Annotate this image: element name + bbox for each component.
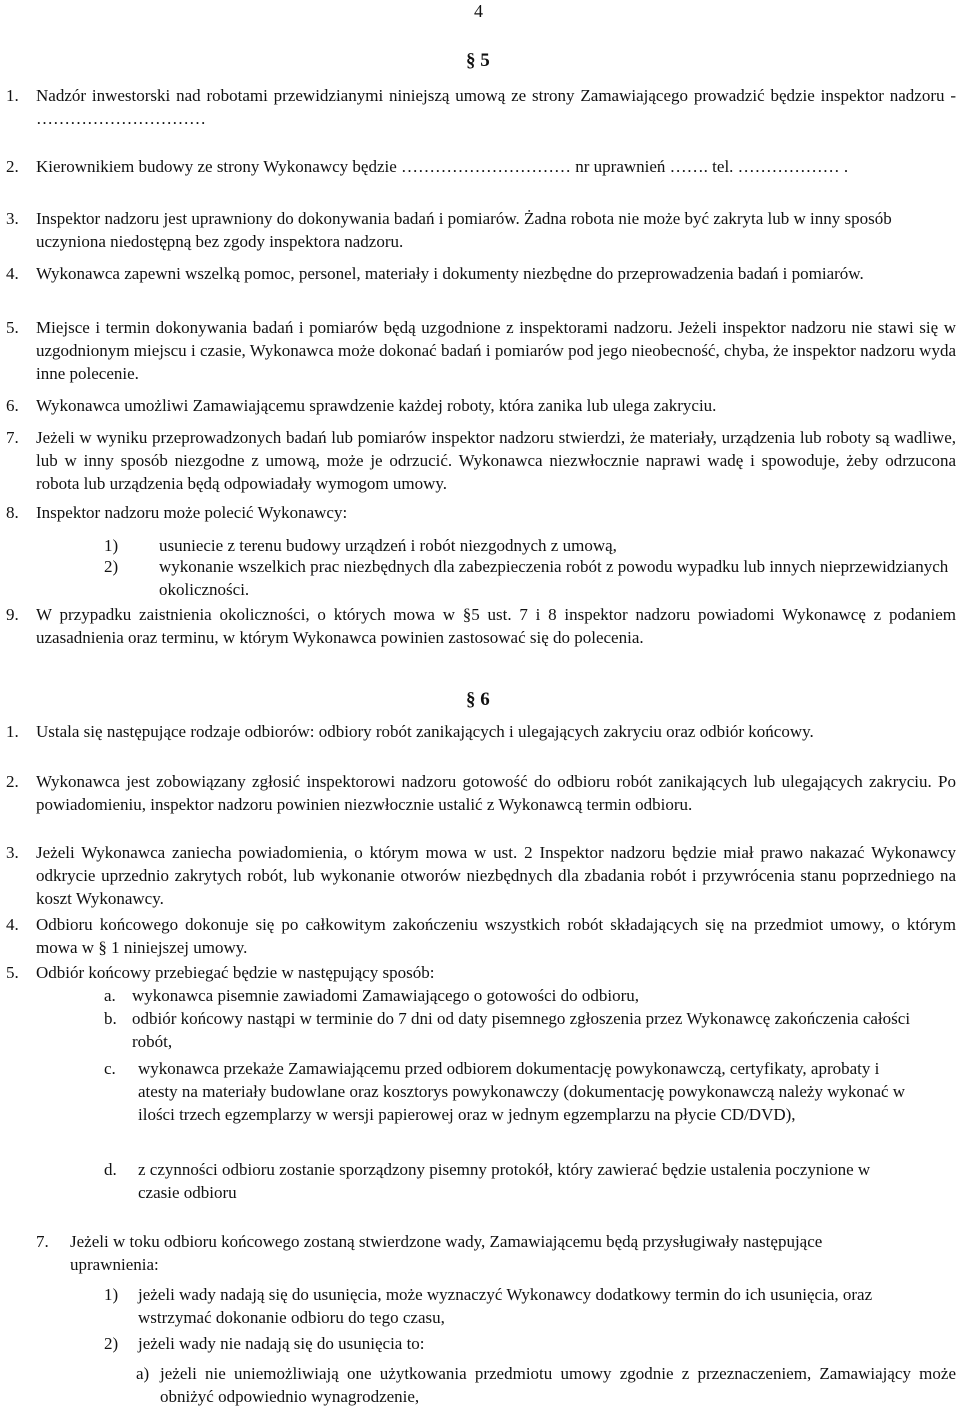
item-number: 8. <box>6 503 19 522</box>
list-item <box>6 316 956 385</box>
sub-list-item <box>104 984 924 1007</box>
item-number: 6. <box>6 396 19 415</box>
page-number: 4 <box>474 1 483 21</box>
list-item <box>6 155 956 178</box>
item-text: Odbiór końcowy przebiegać będzie w następujący sposób: <box>36 963 435 982</box>
item-text: Ustala się następujące rodzaje odbiorów: odbiory robót zanikających i ulegających zakryciu oraz odbiór końcowy. <box>36 722 814 741</box>
sub-item-text: wykonawca przekaże Zamawiającemu przed odbiorem dokumentację powykonawczą, certyfikaty, aprobaty i atesty na materiały budowlane oraz kosztorys powykonawczy (dokumentację powykonawczą należy wykonać w ilości trzech egzemplarzy w wersji papierowej oraz w jednym egzemplarzu na płycie CD/DVD), <box>138 1059 906 1124</box>
item-number: 3. <box>6 843 19 862</box>
list-item <box>6 207 956 253</box>
item-text: W przypadku zaistnienia okoliczności, o których mowa w §5 ust. 7 i 8 inspektor nadzoru powiadomi Wykonawcę z podaniem uzasadnienia oraz terminu, w którym Wykonawca powinien zastosować się do polecenia. <box>36 605 956 647</box>
list-item <box>6 84 956 130</box>
item-number: 5. <box>6 318 19 337</box>
list-item <box>6 720 956 743</box>
list-item <box>36 1230 886 1276</box>
sub-item-number: c. <box>104 1059 116 1078</box>
sub-item-text: wykonawca pisemnie zawiadomi Zamawiającego o gotowości do odbioru, <box>132 986 640 1005</box>
item-number: 2. <box>6 157 19 176</box>
item-number: 3. <box>6 209 19 228</box>
item-text: Wykonawca umożliwi Zamawiającemu sprawdzenie każdej roboty, która zanika lub ulega zakryciu. <box>36 396 717 415</box>
item-text: Jeżeli w toku odbioru końcowego zostaną stwierdzone wady, Zamawiającemu będą przysługiwały następujące uprawnienia: <box>70 1232 823 1274</box>
sub-item-number: d. <box>104 1160 117 1179</box>
item-number: 2. <box>6 772 19 791</box>
item-text: Wykonawca jest zobowiązany zgłosić inspektorowi nadzoru gotowość do odbioru robót zanikających lub ulegających zakryciu. Po powiadomieniu, inspektor nadzoru powinien niezwłocznie ustalić z Wykonawcą termin odbioru. <box>36 772 956 814</box>
item-text: Kierownikiem budowy ze strony Wykonawcy będzie ………………………… nr uprawnień ……. tel. ……………… . <box>36 157 849 176</box>
list-item <box>6 262 956 285</box>
sub-list-item <box>104 1158 924 1204</box>
sub-item-text: jeżeli wady nadają się do usunięcia, może wyznaczyć Wykonawcy dodatkowy termin do ich usunięcia, oraz wstrzymać dokonanie odbioru do tego czasu, <box>138 1285 873 1327</box>
sub-list-item <box>104 1332 924 1355</box>
item-number: 4. <box>6 915 19 934</box>
item-number: 5. <box>6 963 19 982</box>
item-text: Nadzór inwestorski nad robotami przewidzianymi niniejszą umową ze strony Zamawiającego prowadzić będzie inspektor nadzoru - ………………………… <box>36 86 956 128</box>
item-text: Inspektor nadzoru jest uprawniony do dokonywania badań i pomiarów. Żadna robota nie może być zakryta lub w inny sposób uczyniona niedostępną bez zgody inspektora nadzoru. <box>36 209 892 251</box>
sub-item-text: odbiór końcowy nastąpi w terminie do 7 dni od daty pisemnego zgłoszenia przez Wykonawcę zakończenia całości robót, <box>132 1009 911 1051</box>
list-item <box>6 426 956 495</box>
item-text: Wykonawca zapewni wszelką pomoc, personel, materiały i dokumenty niezbędne do przeprowadzenia badań i pomiarów. <box>36 264 864 283</box>
list-item <box>6 961 956 984</box>
sub-item-text: jeżeli nie uniemożliwiają one użytkowania przedmiotu umowy zgodnie z przeznaczeniem, Zamawiający może obniżyć odpowiednio wynagrodzenie, <box>160 1364 956 1406</box>
item-number: 7. <box>36 1232 49 1251</box>
sub-item-text: jeżeli wady nie nadają się do usunięcia to: <box>138 1334 425 1353</box>
sub-item-number: 1) <box>104 536 119 555</box>
sub-item-number: b. <box>104 1009 117 1028</box>
sub-list-item <box>104 1007 924 1053</box>
item-text: Miejsce i termin dokonywania badań i pomiarów będą uzgodnione z inspektorami nadzoru. Jeżeli inspektor nadzoru nie stawi się w uzgodnionym miejscu i czasie, Wykonawca może dokonać badań i pomiarów pod jego nieobecność, chyba, że inspektor nadzoru wyda inne polecenie. <box>36 318 956 383</box>
sub-item-text: wykonanie wszelkich prac niezbędnych dla zabezpieczenia robót z powodu wypadku lub innych nieprzewidzianych okoliczności. <box>159 557 949 599</box>
item-number: 9. <box>6 605 19 624</box>
list-item <box>6 394 956 417</box>
list-item <box>6 501 956 524</box>
sub-item-number: 2) <box>104 557 119 576</box>
sub-list-item <box>104 1057 924 1126</box>
sub-item-text: z czynności odbioru zostanie sporządzony pisemny protokół, który zawierać będzie ustalenia poczynione w czasie odbioru <box>138 1160 871 1202</box>
list-item <box>6 913 956 959</box>
list-item <box>6 770 956 816</box>
sub-item-text: usuniecie z terenu budowy urządzeń i robót niezgodnych z umową, <box>159 536 617 555</box>
sub-list-item <box>104 1283 924 1329</box>
list-item <box>6 841 956 910</box>
list-item <box>6 603 956 649</box>
sub-list-item <box>104 555 954 601</box>
sub-list-item <box>104 534 954 557</box>
section-6-heading: § 6 <box>466 689 490 710</box>
sub-item-number: 2) <box>104 1334 119 1353</box>
sub-item-number: 1) <box>104 1285 119 1304</box>
item-number: 7. <box>6 428 19 447</box>
sub-list-item <box>136 1362 956 1408</box>
item-text: Jeżeli w wyniku przeprowadzonych badań lub pomiarów inspektor nadzoru stwierdzi, że materiały, urządzenia lub roboty są wadliwe, lub w inny sposób niezgodne z umową, może je odrzucić. Wykonawca niezwłocznie naprawi wadę i spowoduje, żeby odrzucona robota lub urządzenia będą odpowiadały wymogom umowy. <box>36 428 956 493</box>
sub-item-number: a. <box>104 986 116 1005</box>
item-number: 1. <box>6 86 19 105</box>
item-number: 4. <box>6 264 19 283</box>
item-number: 1. <box>6 722 19 741</box>
section-5-heading: § 5 <box>466 50 490 71</box>
item-text: Jeżeli Wykonawca zaniecha powiadomienia, o którym mowa w ust. 2 Inspektor nadzoru będzie miał prawo nakazać Wykonawcy odkrycie uprzednio zakrytych robót, lub wykonanie otworów niezbędnych dla zbadania robót i przywrócenia stanu poprzedniego na koszt Wykonawcy. <box>36 843 956 908</box>
sub-item-number: a) <box>136 1364 150 1383</box>
item-text: Inspektor nadzoru może polecić Wykonawcy: <box>36 503 348 522</box>
item-text: Odbioru końcowego dokonuje się po całkowitym zakończeniu wszystkich robót składających się na przedmiot umowy, o którym mowa w § 1 niniejszej umowy. <box>36 915 956 957</box>
